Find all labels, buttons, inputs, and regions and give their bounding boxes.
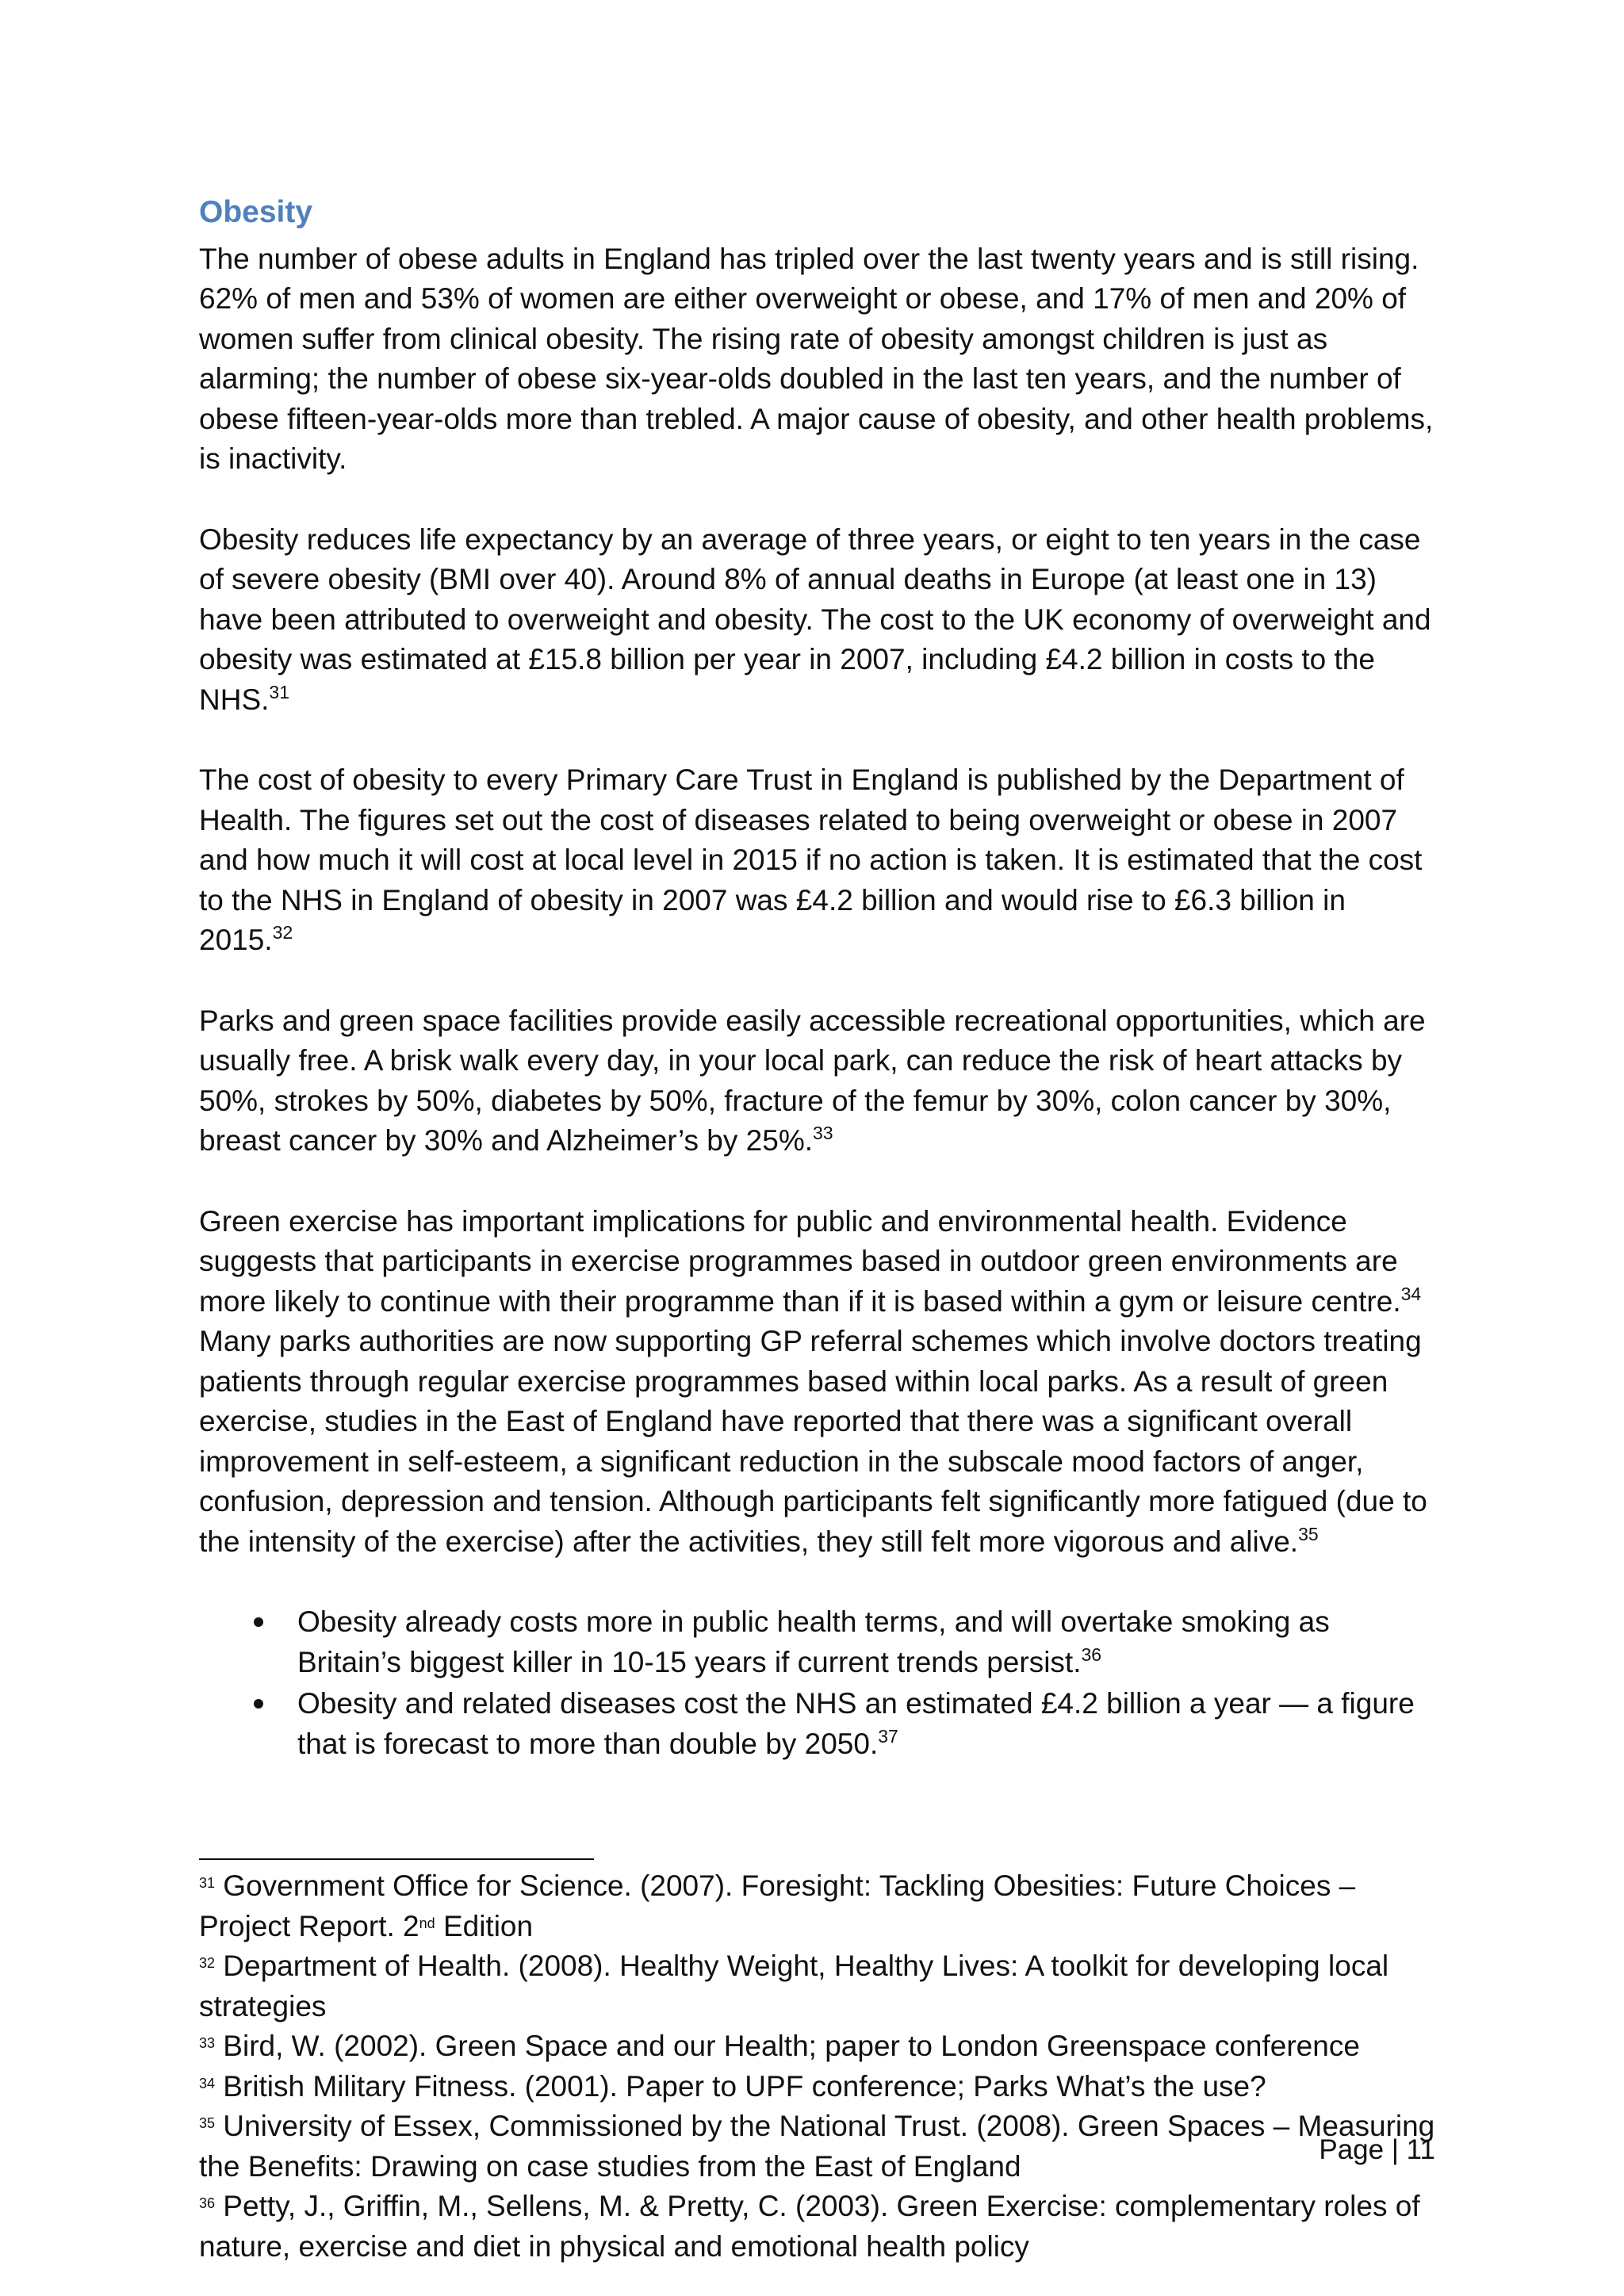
footnote-text: University of Essex, Commissioned by the National Trust. (2008). Green Spaces – Measuring the Benefits: Drawing on case studies from the East of England: [199, 2110, 1435, 2183]
footnote-number: 36: [199, 2195, 216, 2211]
section-heading: Obesity: [199, 195, 313, 229]
footnote-31: [199, 1866, 1436, 1946]
footnote-ref-32[interactable]: 32: [272, 922, 293, 943]
footnote-text: British Military Fitness. (2001). Paper to UPF conference; Parks What’s the use?: [215, 2069, 1266, 2103]
bullet-icon: [254, 1699, 263, 1709]
footnote-ref-34[interactable]: 34: [1400, 1283, 1422, 1304]
footnote-text: Department of Health. (2008). Healthy Weight, Healthy Lives: A toolkit for developing local strategies: [199, 1950, 1389, 2022]
footnotes-section: [199, 1866, 1436, 2267]
footnote-number: 34: [199, 2075, 216, 2091]
footnote-36: [199, 2187, 1436, 2267]
footnote-35: [199, 2107, 1436, 2187]
footnote-separator: [199, 1858, 594, 1860]
paragraph-text: The cost of obesity to every Primary Care Trust in England is published by the Department of Health. The figures set out the cost of diseases related to being overweight or obese in 2007 and how much it will cost at local level in 2015 if no action is taken. It is estimated that the cost to the NHS in England of obesity in 2007 was £4.2 billion and would rise to £6.3 billion in 2015.: [199, 763, 1423, 957]
footnote-text: Petty, J., Griffin, M., Sellens, M. & Pretty, C. (2003). Green Exercise: complementary roles of nature, exercise and diet in physical and emotional health policy: [199, 2190, 1420, 2263]
footnote-ref-31[interactable]: 31: [269, 681, 289, 702]
paragraph-2: [199, 520, 1436, 721]
footnote-ref-37[interactable]: 37: [878, 1725, 898, 1747]
footnote-ref-36[interactable]: 36: [1081, 1644, 1102, 1665]
footnote-32: [199, 1946, 1436, 2026]
paragraph-3: [199, 760, 1436, 961]
page-number: [1319, 2134, 1435, 2166]
footnote-33: [199, 2026, 1436, 2067]
footnote-ref-33[interactable]: 33: [813, 1123, 833, 1144]
page-body: [199, 194, 1436, 1766]
footnote-superscript: nd: [419, 1915, 435, 1931]
paragraph-1: [199, 239, 1436, 480]
footnote-text: Bird, W. (2002). Green Space and our Health; paper to London Greenspace conference: [215, 2030, 1360, 2062]
bullet-text: Obesity and related diseases cost the NHS an estimated £4.2 billion a year — a figure that is forecast to more than double by 2050.: [297, 1687, 1415, 1760]
footnote-number: 35: [199, 2115, 216, 2131]
footnote-text: Edition: [435, 1909, 534, 1942]
paragraph-text: Obesity reduces life expectancy by an average of three years, or eight to ten years in the case of severe obesity (BMI over 40). Around 8% of annual deaths in Europe (at least one in 13) have been attributed to overweight and obesity. The cost to the UK economy of overweight and obesity was estimated at £15.8 billion per year in 2007, including £4.2 billion in costs to the NHS.: [199, 522, 1431, 716]
footnote-ref-35[interactable]: 35: [1298, 1523, 1319, 1544]
footnote-text: Government Office for Science. (2007). Foresight: Tackling Obesities: Future Choices – Project Report. 2: [199, 1869, 1356, 1942]
bullet-icon: [254, 1617, 263, 1627]
bullet-item-2: [199, 1684, 1436, 1764]
paragraph-text: The number of obese adults in England has tripled over the last twenty years and is still rising. 62% of men and 53% of women are either overweight or obese, and 17% of men and 20% of women suffer from clinical obesity. The rising rate of obesity amongst children is just as alarming; the number of obese six-year-olds doubled in the last ten years, and the number of obese fifteen-year-olds more than trebled. A major cause of obesity, and other health problems, is inactivity.: [199, 242, 1434, 476]
paragraph-text: Green exercise has important implications for public and environmental health. Evidence suggests that participants in exercise programmes based in outdoor green environments are more likely to continue with their programme than if it is based within a gym or leisure centre.: [199, 1204, 1401, 1318]
bullet-list: [199, 1602, 1436, 1764]
bullet-text: Obesity already costs more in public health terms, and will overtake smoking as Britain’s biggest killer in 10-15 years if current trends persist.: [297, 1605, 1330, 1678]
bullet-item-1: [199, 1602, 1436, 1682]
paragraph-4: [199, 1001, 1436, 1161]
footnote-number: 32: [199, 1955, 216, 1971]
page-number-value: 11: [1406, 2134, 1435, 2165]
paragraph-5: [199, 1202, 1436, 1563]
page-label: Page |: [1319, 2134, 1407, 2165]
footnote-number: 31: [199, 1875, 216, 1891]
paragraph-text: Parks and green space facilities provide easily accessible recreational opportunities, which are usually free. A brisk walk every day, in your local park, can reduce the risk of heart attacks by 50%, strokes by 50%, diabetes by 50%, fracture of the femur by 30%, colon cancer by 30%, breast cancer by 30% and Alzheimer’s by 25%.: [199, 1004, 1426, 1158]
paragraph-text: Many parks authorities are now supporting GP referral schemes which involve doctors treating patients through regular exercise programmes based within local parks. As a result of green exercise, studies in the East of England have reported that there was a significant overall improvement in self-esteem, a significant reduction in the subscale mood factors of anger, confusion, depression and tension. Although participants felt significantly more fatigued (due to the intensity of the exercise) after the activities, they still felt more vigorous and alive.: [199, 1325, 1427, 1558]
footnote-34: [199, 2067, 1436, 2107]
footnote-number: 33: [199, 2035, 216, 2051]
